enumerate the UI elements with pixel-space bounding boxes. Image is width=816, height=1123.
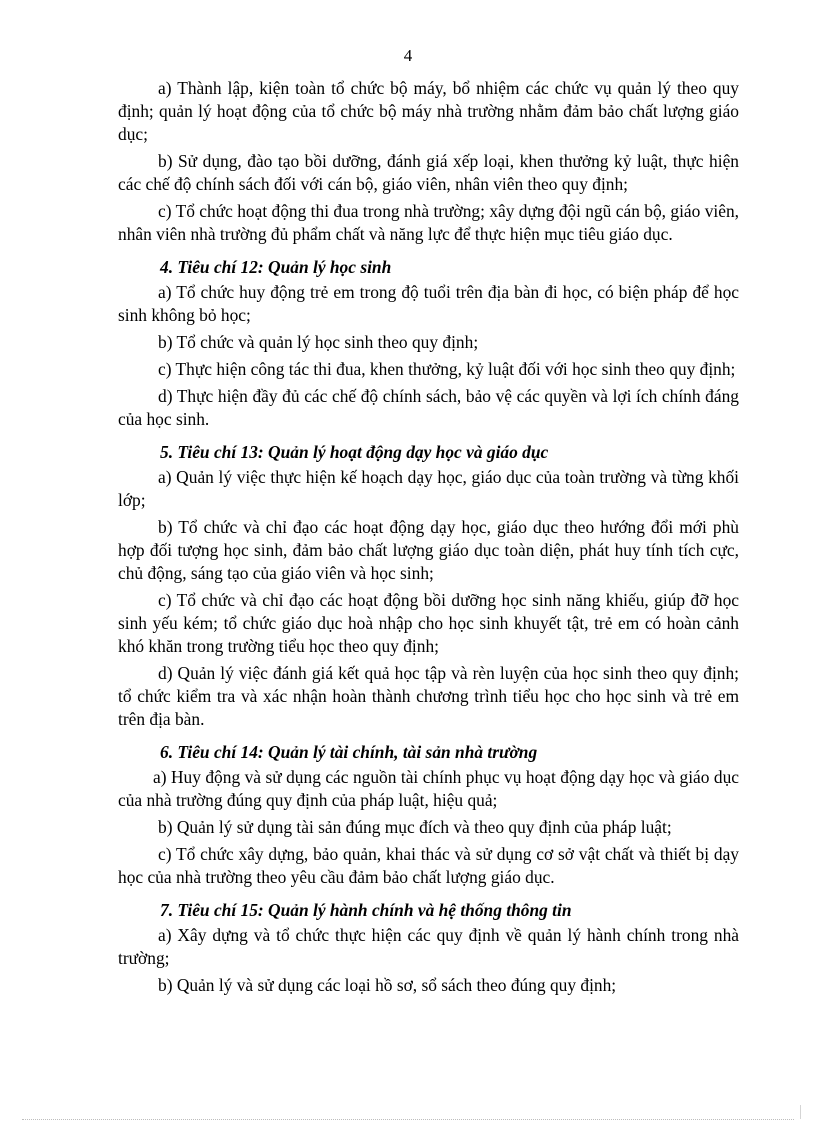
paragraph-13b: b) Tổ chức và chỉ đạo các hoạt động dạy học, giáo dục theo hướng đổi mới phù hợp đối tượng học sinh, đảm bảo chất lượng giáo dục toàn diện, phát huy tính tích cực, chủ động, sáng tạo của giáo viên và học sinh; bbox=[118, 517, 739, 583]
page-bottom-rule bbox=[22, 1119, 794, 1120]
paragraph-13c: c) Tổ chức và chỉ đạo các hoạt động bồi dưỡng học sinh năng khiếu, giúp đỡ học sinh yếu kém; tổ chức giáo dục hoà nhập cho học sinh khuyết tật, trẻ em có hoàn cảnh khó khăn trong trường tiểu học theo quy định; bbox=[118, 590, 739, 656]
paragraph-11b: b) Sử dụng, đào tạo bồi dưỡng, đánh giá xếp loại, khen thưởng kỷ luật, thực hiện các chế độ chính sách đối với cán bộ, giáo viên, nhân viên theo quy định; bbox=[118, 151, 739, 194]
paragraph-11a: a) Thành lập, kiện toàn tổ chức bộ máy, bổ nhiệm các chức vụ quản lý theo quy định; quản lý hoạt động của tổ chức bộ máy nhà trường nhằm đảm bảo chất lượng giáo dục; bbox=[118, 78, 739, 144]
paragraph-15b: b) Quản lý và sử dụng các loại hồ sơ, sổ sách theo đúng quy định; bbox=[158, 975, 617, 995]
paragraph-13a: a) Quản lý việc thực hiện kế hoạch dạy học, giáo dục của toàn trường và từng khối lớp; bbox=[118, 467, 739, 510]
paragraph-14a: a) Huy động và sử dụng các nguồn tài chính phục vụ hoạt động dạy học và giáo dục của nhà trường đúng quy định của pháp luật, hiệu quả; bbox=[118, 767, 739, 810]
paragraph-15a: a) Xây dựng và tổ chức thực hiện các quy định về quản lý hành chính trong nhà trường; bbox=[118, 925, 739, 968]
paragraph-12b: b) Tổ chức và quản lý học sinh theo quy định; bbox=[158, 332, 479, 352]
page-number: 4 bbox=[403, 46, 413, 65]
paragraph-12c: c) Thực hiện công tác thi đua, khen thưởng, kỷ luật đối với học sinh theo quy định; bbox=[158, 359, 736, 379]
paragraph-14b: b) Quản lý sử dụng tài sản đúng mục đích và theo quy định của pháp luật; bbox=[158, 817, 672, 837]
paragraph-14c: c) Tổ chức xây dựng, bảo quản, khai thác và sử dụng cơ sở vật chất và thiết bị dạy học của nhà trường theo yêu cầu đảm bảo chất lượng giáo dục. bbox=[118, 844, 739, 887]
document-body bbox=[118, 77, 739, 1001]
paragraph-11c: c) Tổ chức hoạt động thi đua trong nhà trường; xây dựng đội ngũ cán bộ, giáo viên, nhân viên nhà trường đủ phẩm chất và năng lực để thực hiện mục tiêu giáo dục. bbox=[118, 201, 739, 244]
heading-criterion-14: 6. Tiêu chí 14: Quản lý tài chính, tài sản nhà trường bbox=[160, 742, 538, 762]
paragraph-12a: a) Tổ chức huy động trẻ em trong độ tuổi trên địa bàn đi học, có biện pháp để học sinh không bỏ học; bbox=[118, 282, 739, 325]
paragraph-12d: d) Thực hiện đầy đủ các chế độ chính sách, bảo vệ các quyền và lợi ích chính đáng của học sinh. bbox=[118, 386, 739, 429]
paragraph-13d: d) Quản lý việc đánh giá kết quả học tập và rèn luyện của học sinh theo quy định; tổ chức kiểm tra và xác nhận hoàn thành chương trình tiểu học cho học sinh và trẻ em trên địa bàn. bbox=[118, 663, 739, 729]
heading-criterion-15: 7. Tiêu chí 15: Quản lý hành chính và hệ thống thông tin bbox=[160, 900, 572, 920]
heading-criterion-13: 5. Tiêu chí 13: Quản lý hoạt động dạy học và giáo dục bbox=[160, 442, 549, 462]
page-corner-mark bbox=[800, 1105, 801, 1119]
heading-criterion-12: 4. Tiêu chí 12: Quản lý học sinh bbox=[160, 257, 392, 277]
